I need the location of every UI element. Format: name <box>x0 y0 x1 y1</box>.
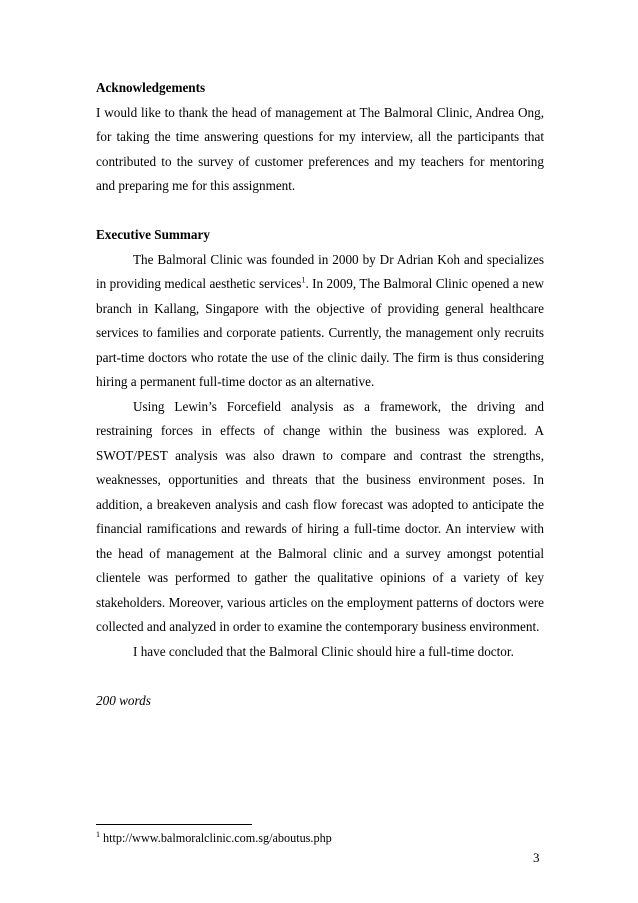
footnote <box>96 830 332 846</box>
word-count: 200 words <box>96 692 151 708</box>
executive-summary-heading: Executive Summary <box>96 227 210 242</box>
acknowledgements-text: I would like to thank the head of management at The Balmoral Clinic, Andrea Ong, for taking the time answering questions for my interview, all the participants that contributed to the survey of customer preferences and my teachers for mentoring and preparing me for this assignment. <box>96 104 544 193</box>
section-gap <box>96 664 544 689</box>
footnote-url: http://www.balmoralclinic.com.sg/aboutus.php <box>100 831 332 845</box>
footnote-divider <box>96 824 252 825</box>
acknowledgements-heading: Acknowledgements <box>96 80 206 95</box>
footnote-reference: 1 <box>301 275 306 285</box>
executive-summary-paragraph-3: I have concluded that the Balmoral Clinic should hire a full-time doctor. <box>133 643 514 659</box>
section-gap <box>96 199 544 224</box>
page-number: 3 <box>533 850 540 865</box>
executive-summary-paragraph-2: Using Lewin’s Forcefield analysis as a framework, the driving and restraining forces in effects of change within the business was explored. A SWOT/PEST analysis was also drawn to compare and contrast the strengths, weaknesses, opportunities and threats that the business environment poses. In addition, a breakeven analysis and cash flow forecast was adopted to anticipate the financial ramifications and rewards of hiring a full-time doctor. An interview with the head of management at the Balmoral clinic and a survey amongst potential clientele was performed to gather the qualitative opinions of a variety of key stakeholders. Moreover, various articles on the employment patterns of doctors were collected and analyzed in order to examine the contemporary business environment. <box>96 398 544 634</box>
paragraph-1-text-b: . In 2009, The Balmoral Clinic opened a new branch in Kallang, Singapore with the objective of providing general healthcare services to families and corporate patients. Currently, the management only recruits part-time doctors who rotate the use of the clinic daily. The firm is thus considering hiring a permanent full-time doctor as an alternative. <box>96 276 544 389</box>
page-content <box>96 76 544 713</box>
paragraph-1-text-a: The Balmoral Clinic was founded in 2000 by Dr Adrian Koh and specializes in providing medical aesthetic services <box>96 251 544 291</box>
footnote-number: 1 <box>96 829 100 839</box>
executive-summary-paragraph-1 <box>96 248 544 395</box>
